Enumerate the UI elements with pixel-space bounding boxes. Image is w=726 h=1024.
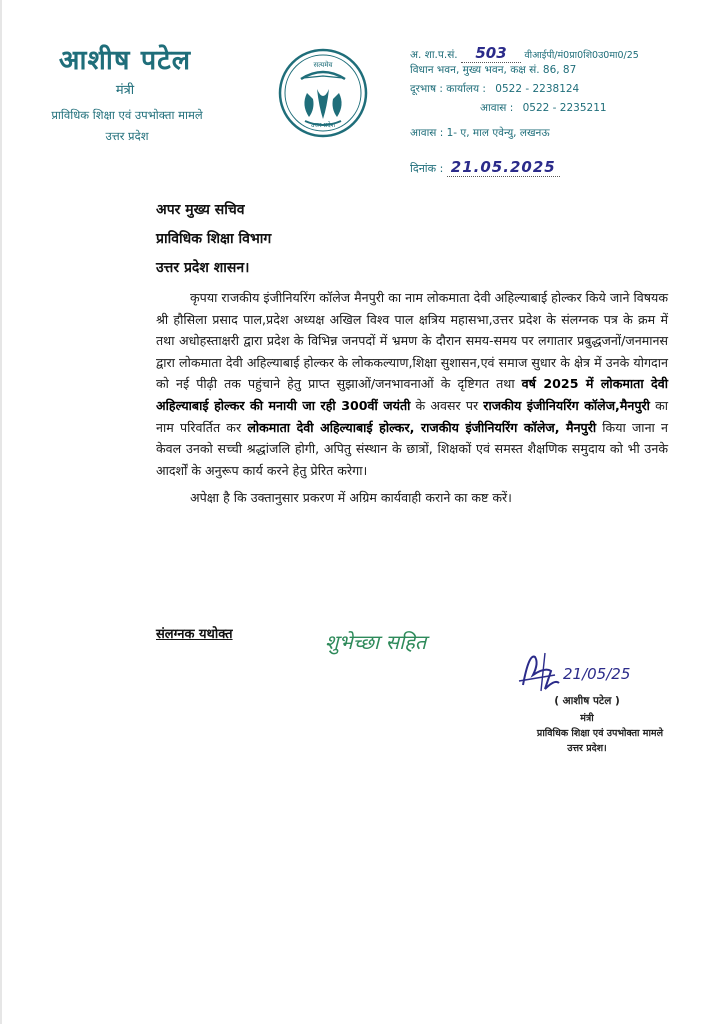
addressee-line-3: उत्तर प्रदेश शासन। [156, 260, 250, 276]
p1-bold-college: राजकीय इंजीनियरिंग कॉलेज,मैनपुरी [483, 397, 650, 413]
p1-text-a: कृपया राजकीय इंजीनियरिंग कॉलेज मैनपुरी का नाम लोकमाता देवी अहिल्याबाई होल्कर किये जाने विषयक श्री हौसिला प्रसाद पाल,प्रदेश अध्यक्ष अखिल विश्व पाल क्षत्रिय महासभा,उत्तर प्रदेश के संलग्नक पत्र के क्रम में तथा अधोहस्ताक्षरी द्वारा प्रदेश के विभिन्न जनपदों में भ्रमण के दौरान समय-समय पर लगातार प्रबुद्धजनों/जनमानस द्वारा लोकमाता देवी अहिल्याबाई होल्कर के लोककल्याण,शिक्षा सुशासन,एवं समाज सुधार के क्षेत्र में उनके योगदान को नई पीढ़ी तक पहुंचाने हेतु प्राप्त सुझाओं/जनभावनाओं के दृष्टिगत तथा [156, 290, 668, 392]
ref-label: अ. शा.प.सं. [410, 49, 458, 61]
letter-body [156, 287, 668, 509]
p1-bold-new-name: लोकमाता देवी अहिल्याबाई होल्कर, राजकीय इंजीनियरिंग कॉलेज, मैनपुरी [247, 419, 597, 435]
building-row: विधान भवन, मुख्य भवन, कक्ष सं. 86, 87 [410, 64, 577, 76]
p1-text-g: किया जाना न केवल उनको सच्ची श्रद्धांजलि होगी, अपितु संस्थान के छात्रों, शिक्षकों एवं समस्त शैक्षणिक समुदाय को भी उनके आदर्शों के अनुरूप कार्य करने हेतु प्रेरित करेगा। [156, 419, 668, 478]
phone-res-row [410, 101, 710, 120]
emblem-top-text: सत्यमेव [313, 61, 333, 69]
signature-scrawl-icon [515, 645, 655, 700]
wishes-handwritten: शुभेच्छा सहित [325, 630, 427, 654]
signature-date: 21/05/25 [563, 665, 631, 683]
signatory-role: मंत्री [580, 713, 594, 724]
phone-office: 0522 - 2238124 [495, 83, 580, 95]
letterhead-contact-block [410, 44, 710, 145]
date-label: दिनांक : [410, 162, 444, 175]
addressee-block [156, 196, 271, 283]
addressee-line-2: प्राविधिक शिक्षा विभाग [156, 231, 272, 247]
residence-row: आवास : 1- ए, माल एवेन्यु, लखनऊ [410, 127, 550, 139]
ref-number: 503 [461, 44, 521, 63]
phone-res-label: आवास : [480, 102, 514, 114]
ref-code: वीआईपी/मं0प्रा0शि0उ0मा0/25 [524, 50, 639, 61]
enclosure-note: संलग्नक यथोक्त [156, 627, 233, 642]
phone-label: दूरभाष : कार्यालय : [410, 83, 486, 95]
p1-text-c: के अवसर पर [410, 397, 484, 413]
addressee-line-1: अपर मुख्य सचिव [156, 202, 245, 218]
signatory-department: प्राविधिक शिक्षा एवं उपभोक्ता मामले [536, 728, 664, 739]
date-row [410, 158, 560, 176]
phone-res: 0522 - 2235211 [522, 102, 607, 114]
paragraph-1 [156, 287, 668, 481]
p1-bold-anniversary: वर्ष 2025 में लोकमाता देवी अहिल्याबाई होल्कर की मनायी जा रही 300वीं जयंती [156, 376, 669, 413]
paragraph-2: अपेक्षा है कि उक्तानुसार प्रकरण में अग्रिम कार्यवाही कराने का कष्ट करें। [190, 490, 512, 506]
date-value: 21.05.2025 [447, 158, 560, 177]
signatory-name: ( आशीष पटेल ) [554, 695, 620, 707]
phone-office-row [410, 82, 710, 101]
scan-edge [0, 0, 2, 1024]
minister-department: प्राविधिक शिक्षा एवं उपभोक्ता मामले [51, 108, 203, 122]
up-state-emblem-icon [277, 45, 369, 149]
minister-state: उत्तर प्रदेश [105, 129, 149, 143]
reference-row [410, 44, 710, 63]
minister-name: आशीष पटेल [58, 45, 192, 76]
minister-role: मंत्री [115, 83, 135, 98]
signatory-state: उत्तर प्रदेश। [567, 743, 607, 754]
emblem-bottom-text: उत्तर प्रदेश [310, 121, 336, 129]
p1-text-e: का नाम परिवर्तित कर [156, 397, 668, 435]
